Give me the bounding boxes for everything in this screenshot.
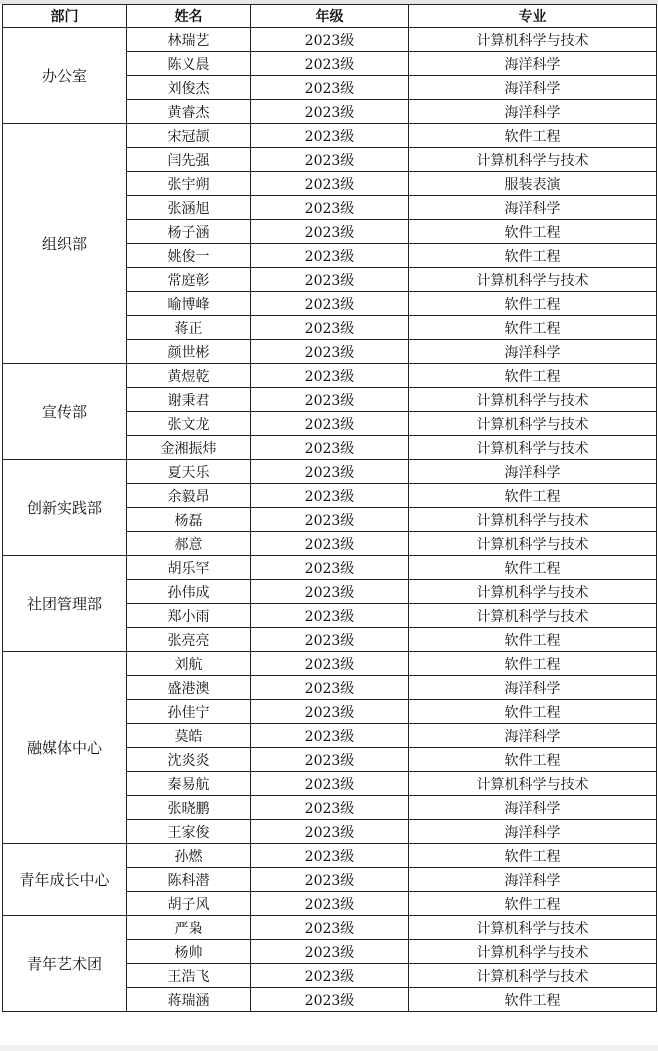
major-cell[interactable]: 计算机科学与技术	[409, 412, 657, 436]
name-cell[interactable]: 秦易航	[127, 772, 251, 796]
name-cell[interactable]: 张晓鹏	[127, 796, 251, 820]
name-cell[interactable]: 常庭彰	[127, 268, 251, 292]
major-cell[interactable]: 海洋科学	[409, 724, 657, 748]
name-cell[interactable]: 胡乐罕	[127, 556, 251, 580]
name-cell[interactable]: 胡子风	[127, 892, 251, 916]
major-cell[interactable]: 软件工程	[409, 484, 657, 508]
roster-body	[3, 28, 657, 1012]
major-cell[interactable]: 软件工程	[409, 316, 657, 340]
table-row	[3, 844, 657, 868]
major-cell[interactable]: 计算机科学与技术	[409, 436, 657, 460]
name-cell[interactable]: 严枭	[127, 916, 251, 940]
major-cell[interactable]: 计算机科学与技术	[409, 532, 657, 556]
major-cell[interactable]: 软件工程	[409, 220, 657, 244]
major-cell[interactable]: 海洋科学	[409, 76, 657, 100]
major-cell[interactable]: 软件工程	[409, 628, 657, 652]
department-cell[interactable]: 宣传部	[3, 364, 127, 460]
grade-cell[interactable]: 2023级	[251, 556, 409, 580]
name-cell[interactable]: 姚俊一	[127, 244, 251, 268]
department-cell[interactable]: 青年成长中心	[3, 844, 127, 916]
grade-cell[interactable]: 2023级	[251, 604, 409, 628]
grade-cell[interactable]: 2023级	[251, 892, 409, 916]
grade-cell[interactable]: 2023级	[251, 148, 409, 172]
bottom-edge	[0, 1045, 658, 1051]
grade-cell[interactable]: 2023级	[251, 676, 409, 700]
header-grade[interactable]: 年级	[251, 5, 409, 28]
major-cell[interactable]: 服装表演	[409, 172, 657, 196]
name-cell[interactable]: 杨帅	[127, 940, 251, 964]
name-cell[interactable]: 孙燃	[127, 844, 251, 868]
grade-cell[interactable]: 2023级	[251, 28, 409, 52]
grade-cell[interactable]: 2023级	[251, 988, 409, 1012]
name-cell[interactable]: 张宇朔	[127, 172, 251, 196]
major-cell[interactable]: 计算机科学与技术	[409, 268, 657, 292]
grade-cell[interactable]: 2023级	[251, 460, 409, 484]
grade-cell[interactable]: 2023级	[251, 940, 409, 964]
grade-cell[interactable]: 2023级	[251, 292, 409, 316]
department-cell[interactable]: 办公室	[3, 28, 127, 124]
major-cell[interactable]: 软件工程	[409, 988, 657, 1012]
header-major[interactable]: 专业	[409, 5, 657, 28]
grade-cell[interactable]: 2023级	[251, 724, 409, 748]
grade-cell[interactable]: 2023级	[251, 772, 409, 796]
major-cell[interactable]: 海洋科学	[409, 196, 657, 220]
major-cell[interactable]: 软件工程	[409, 652, 657, 676]
grade-cell[interactable]: 2023级	[251, 868, 409, 892]
grade-cell[interactable]: 2023级	[251, 388, 409, 412]
name-cell[interactable]: 盛港澳	[127, 676, 251, 700]
major-cell[interactable]: 计算机科学与技术	[409, 772, 657, 796]
header-name[interactable]: 姓名	[127, 5, 251, 28]
grade-cell[interactable]: 2023级	[251, 268, 409, 292]
name-cell[interactable]: 孙伟成	[127, 580, 251, 604]
table-row	[3, 652, 657, 676]
grade-cell[interactable]: 2023级	[251, 196, 409, 220]
name-cell[interactable]: 陈科潜	[127, 868, 251, 892]
major-cell[interactable]: 软件工程	[409, 244, 657, 268]
name-cell[interactable]: 王家俊	[127, 820, 251, 844]
name-cell[interactable]: 孙佳宁	[127, 700, 251, 724]
major-cell[interactable]: 计算机科学与技术	[409, 940, 657, 964]
name-cell[interactable]: 宋冠颉	[127, 124, 251, 148]
table-row	[3, 916, 657, 940]
name-cell[interactable]: 刘航	[127, 652, 251, 676]
major-cell[interactable]: 计算机科学与技术	[409, 580, 657, 604]
department-cell[interactable]: 创新实践部	[3, 460, 127, 556]
major-cell[interactable]: 海洋科学	[409, 460, 657, 484]
table-row	[3, 460, 657, 484]
name-cell[interactable]: 陈义晨	[127, 52, 251, 76]
name-cell[interactable]: 金湘振炜	[127, 436, 251, 460]
name-cell[interactable]: 张亮亮	[127, 628, 251, 652]
grade-cell[interactable]: 2023级	[251, 844, 409, 868]
grade-cell[interactable]: 2023级	[251, 748, 409, 772]
major-cell[interactable]: 计算机科学与技术	[409, 28, 657, 52]
grade-cell[interactable]: 2023级	[251, 484, 409, 508]
name-cell[interactable]: 余毅昂	[127, 484, 251, 508]
major-cell[interactable]: 海洋科学	[409, 100, 657, 124]
name-cell[interactable]: 杨子涵	[127, 220, 251, 244]
grade-cell[interactable]: 2023级	[251, 796, 409, 820]
name-cell[interactable]: 黄睿杰	[127, 100, 251, 124]
grade-cell[interactable]: 2023级	[251, 964, 409, 988]
major-cell[interactable]: 海洋科学	[409, 820, 657, 844]
name-cell[interactable]: 刘俊杰	[127, 76, 251, 100]
table-row	[3, 556, 657, 580]
grade-cell[interactable]: 2023级	[251, 220, 409, 244]
grade-cell[interactable]: 2023级	[251, 52, 409, 76]
name-cell[interactable]: 张涵旭	[127, 196, 251, 220]
department-cell[interactable]: 青年艺术团	[3, 916, 127, 1012]
grade-cell[interactable]: 2023级	[251, 340, 409, 364]
grade-cell[interactable]: 2023级	[251, 916, 409, 940]
major-cell[interactable]: 计算机科学与技术	[409, 964, 657, 988]
major-cell[interactable]: 海洋科学	[409, 796, 657, 820]
grade-cell[interactable]: 2023级	[251, 124, 409, 148]
header-row	[3, 5, 657, 28]
name-cell[interactable]: 夏天乐	[127, 460, 251, 484]
grade-cell[interactable]: 2023级	[251, 700, 409, 724]
grade-cell[interactable]: 2023级	[251, 508, 409, 532]
grade-cell[interactable]: 2023级	[251, 652, 409, 676]
major-cell[interactable]: 海洋科学	[409, 340, 657, 364]
name-cell[interactable]: 颜世彬	[127, 340, 251, 364]
major-cell[interactable]: 软件工程	[409, 124, 657, 148]
grade-cell[interactable]: 2023级	[251, 100, 409, 124]
department-cell[interactable]: 融媒体中心	[3, 652, 127, 844]
name-cell[interactable]: 郑小雨	[127, 604, 251, 628]
grade-cell[interactable]: 2023级	[251, 436, 409, 460]
name-cell[interactable]: 谢秉君	[127, 388, 251, 412]
name-cell[interactable]: 蒋正	[127, 316, 251, 340]
table-row	[3, 124, 657, 148]
name-cell[interactable]: 郝意	[127, 532, 251, 556]
department-cell[interactable]: 组织部	[3, 124, 127, 364]
grade-cell[interactable]: 2023级	[251, 820, 409, 844]
major-cell[interactable]: 海洋科学	[409, 868, 657, 892]
major-cell[interactable]: 计算机科学与技术	[409, 916, 657, 940]
major-cell[interactable]: 计算机科学与技术	[409, 508, 657, 532]
name-cell[interactable]: 张文龙	[127, 412, 251, 436]
grade-cell[interactable]: 2023级	[251, 412, 409, 436]
major-cell[interactable]: 海洋科学	[409, 52, 657, 76]
department-cell[interactable]: 社团管理部	[3, 556, 127, 652]
name-cell[interactable]: 林瑞艺	[127, 28, 251, 52]
name-cell[interactable]: 杨磊	[127, 508, 251, 532]
major-cell[interactable]: 软件工程	[409, 364, 657, 388]
major-cell[interactable]: 软件工程	[409, 556, 657, 580]
major-cell[interactable]: 软件工程	[409, 700, 657, 724]
name-cell[interactable]: 蒋瑞涵	[127, 988, 251, 1012]
name-cell[interactable]: 闫先强	[127, 148, 251, 172]
header-department[interactable]: 部门	[3, 5, 127, 28]
major-cell[interactable]: 软件工程	[409, 292, 657, 316]
major-cell[interactable]: 计算机科学与技术	[409, 604, 657, 628]
grade-cell[interactable]: 2023级	[251, 628, 409, 652]
table-row	[3, 364, 657, 388]
grade-cell[interactable]: 2023级	[251, 172, 409, 196]
name-cell[interactable]: 黄煜乾	[127, 364, 251, 388]
major-cell[interactable]: 计算机科学与技术	[409, 388, 657, 412]
member-roster-table	[2, 4, 657, 1012]
major-cell[interactable]: 海洋科学	[409, 676, 657, 700]
grade-cell[interactable]: 2023级	[251, 580, 409, 604]
major-cell[interactable]: 计算机科学与技术	[409, 148, 657, 172]
major-cell[interactable]: 软件工程	[409, 748, 657, 772]
grade-cell[interactable]: 2023级	[251, 532, 409, 556]
name-cell[interactable]: 沈炎炎	[127, 748, 251, 772]
table-row	[3, 28, 657, 52]
grade-cell[interactable]: 2023级	[251, 76, 409, 100]
name-cell[interactable]: 王浩飞	[127, 964, 251, 988]
grade-cell[interactable]: 2023级	[251, 364, 409, 388]
major-cell[interactable]: 软件工程	[409, 892, 657, 916]
name-cell[interactable]: 喻博峰	[127, 292, 251, 316]
name-cell[interactable]: 莫皓	[127, 724, 251, 748]
grade-cell[interactable]: 2023级	[251, 244, 409, 268]
grade-cell[interactable]: 2023级	[251, 316, 409, 340]
major-cell[interactable]: 软件工程	[409, 844, 657, 868]
